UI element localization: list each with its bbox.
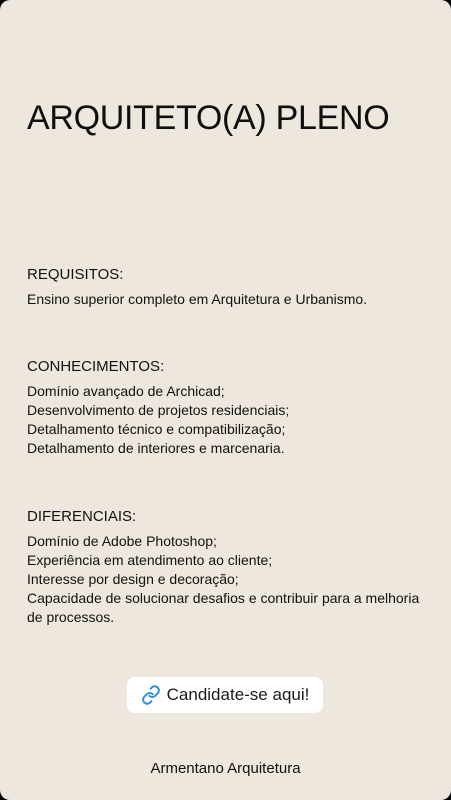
section-line: Domínio avançado de Archicad; xyxy=(27,383,225,399)
company-name: Armentano Arquitetura xyxy=(150,760,301,777)
apply-link-sticker[interactable] xyxy=(127,677,323,713)
section-heading: CONHECIMENTOS: xyxy=(27,358,165,375)
section-conhecimentos xyxy=(27,357,442,458)
apply-link-label: Candidate-se aqui! xyxy=(166,685,310,704)
section-line: Ensino superior completo em Arquitetura e Urbanismo. xyxy=(27,291,368,307)
section-line: Interesse por design e decoração; xyxy=(27,571,239,587)
section-line: Domínio de Adobe Photoshop; xyxy=(27,533,217,549)
link-icon xyxy=(141,685,161,705)
section-line: Experiência em atendimento ao cliente; xyxy=(27,552,273,568)
job-title: ARQUITETO(A) PLENO xyxy=(27,99,390,137)
section-line: de processos. xyxy=(27,609,115,625)
section-line: Detalhamento técnico e compatibilização; xyxy=(27,421,286,437)
section-heading: DIFERENCIAIS: xyxy=(27,508,137,525)
section-line: Desenvolvimento de projetos residenciais; xyxy=(27,402,290,418)
section-diferenciais xyxy=(27,507,442,627)
section-heading: REQUISITOS: xyxy=(27,266,124,283)
section-line: Detalhamento de interiores e marcenaria. xyxy=(27,440,285,456)
section-line: Capacidade de solucionar desafios e contribuir para a melhoria xyxy=(27,590,420,606)
section-requisitos xyxy=(27,265,442,309)
